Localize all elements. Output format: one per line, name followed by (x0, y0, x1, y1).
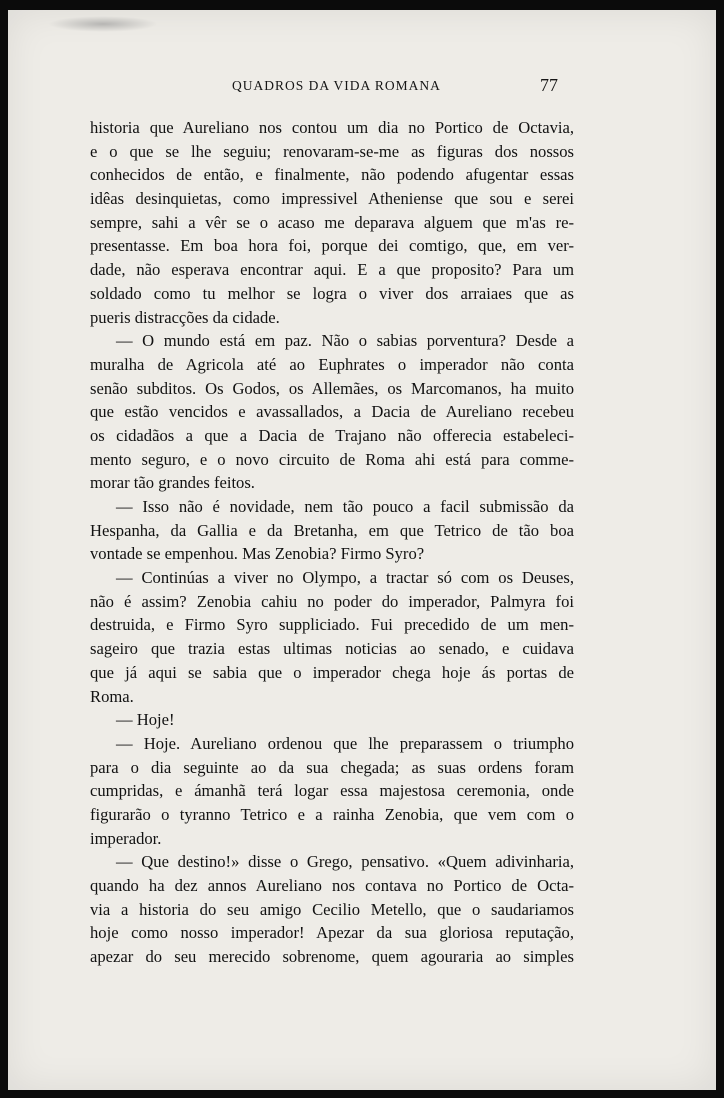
text-line: que estão vencidos e avassallados, a Dacia de Aureliano recebeu (90, 402, 574, 422)
text-line: Hespanha, da Gallia e da Bretanha, em que Tetrico de tão boa (90, 520, 574, 540)
text-line: idêas desinquietas, como impressivel Atheniense que sou e serei (90, 189, 574, 209)
text-line: quando ha dez annos Aureliano nos contava no Portico de Octa- (90, 876, 574, 895)
body-text (90, 116, 574, 969)
running-head (8, 75, 716, 100)
text-line: vontade se empenhou. Mas Zenobia? Firmo Syro? (90, 544, 425, 564)
text-line: apezar do seu merecido sobrenome, quem agouraria ao simples (90, 947, 574, 967)
text-line: historia que Aureliano nos contou um dia no Portico de Octavia, (90, 118, 574, 137)
text-line: — O mundo está em paz. Não o sabias porventura? Desde a (116, 331, 574, 351)
text-line: para o dia seguinte ao da sua chegada; as suas ordens foram (90, 757, 574, 777)
text-line: morar tão grandes feitos. (90, 473, 255, 493)
text-line: conhecidos de então, e finalmente, não podendo afugentar essas (90, 165, 574, 185)
book-page (8, 10, 716, 1090)
text-line: mento seguro, e o novo circuito de Roma ahi está para comme- (90, 449, 574, 469)
text-line: hoje como nosso imperador! Apezar da sua gloriosa reputação, (90, 923, 574, 943)
text-line: que já aqui se sabia que o imperador chega hoje ás portas de (90, 662, 574, 682)
text-line: imperador. (90, 828, 162, 848)
text-line: não é assim? Zenobia cahiu no poder do imperador, Palmyra foi (90, 591, 574, 611)
text-line: — Continúas a viver no Olympo, a tractar só com os Deuses, (116, 568, 574, 588)
text-line: os cidadãos a que a Dacia de Trajano não offerecia estabeleci- (90, 425, 574, 445)
text-line: sageiro que trazia estas ultimas noticias ao senado, e cuidava (90, 639, 574, 659)
text-line: sempre, sahi a vêr se o acaso me deparava alguem que m'as re- (90, 212, 574, 232)
text-line: — Isso não é novidade, nem tão pouco a facil submissão da (116, 497, 574, 516)
text-line: — Hoje. Aureliano ordenou que lhe preparassem o triumpho (116, 733, 574, 753)
text-line: pueris distracções da cidade. (90, 307, 280, 327)
text-line: dade, não esperava encontrar aqui. E a que proposito? Para um (90, 260, 574, 280)
page-number: 77 (540, 75, 558, 95)
text-line: — Hoje! (116, 710, 175, 730)
text-line: via a historia do seu amigo Cecilio Metello, que o saudariamos (90, 899, 574, 919)
text-line: Roma. (90, 686, 134, 706)
text-line: senão subditos. Os Godos, os Allemães, os Marcomanos, ha muito (90, 378, 574, 398)
text-line: presentasse. Em boa hora foi, porque dei comtigo, que, em ver- (90, 236, 574, 256)
text-line: destruida, e Firmo Syro suppliciado. Fui precedido de um men- (90, 615, 574, 635)
text-line: soldado como tu melhor se logra o viver dos arraiaes que as (90, 283, 574, 303)
text-line: figurarão o tyranno Tetrico e a rainha Zenobia, que vem com o (90, 804, 574, 824)
text-line: e o que se lhe seguiu; renovaram-se-me as figuras dos nossos (90, 141, 574, 161)
page-scuff-mark (48, 16, 158, 32)
text-line: — Que destino!» disse o Grego, pensativo. «Quem adivinharia, (116, 852, 574, 872)
running-title: QUADROS DA VIDA ROMANA (232, 78, 441, 93)
text-line: muralha de Agricola até ao Euphrates o imperador não conta (90, 354, 574, 374)
text-line: cumpridas, e ámanhã terá logar essa majestosa ceremonia, onde (90, 781, 574, 801)
